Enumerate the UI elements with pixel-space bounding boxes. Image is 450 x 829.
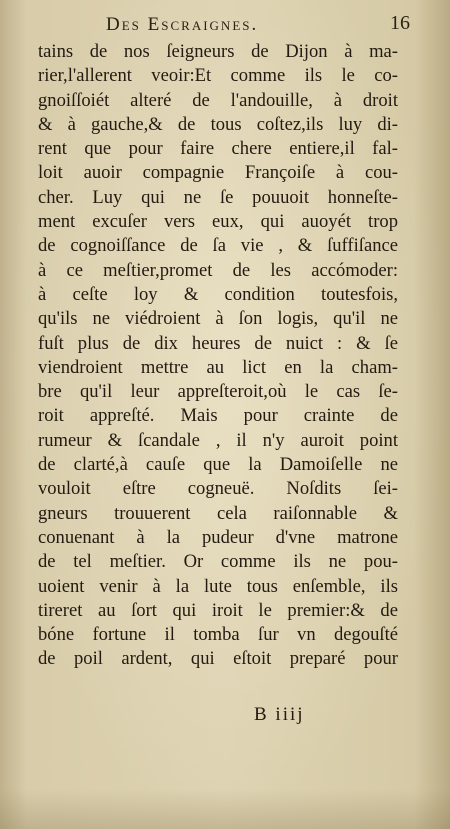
text-line: & à gauche,& de tous coſtez,ils luy di-: [38, 113, 398, 135]
body-text: [38, 40, 398, 672]
text-line: qu'ils ne viédroient à ſon logis, qu'il ne: [38, 308, 398, 330]
text-line: gneurs trouuerent cela raiſonnable &: [38, 502, 398, 524]
text-line: rent que pour faire chere entiere,il fal-: [38, 138, 398, 160]
running-head-title: Des Escraignes.: [106, 14, 259, 35]
text-line: fuſt plus de dix heures de nuict : & ſe: [38, 332, 398, 354]
text-line: ment excuſer vers eux, qui auoyét trop: [38, 211, 398, 233]
text-line: roit appreſté. Mais pour crainte de: [38, 405, 398, 427]
text-line: conuenant à la pudeur d'vne matrone: [38, 526, 398, 548]
page-number: 16: [390, 12, 410, 34]
text-line: à ce meſtier,promet de les accómoder:: [38, 259, 398, 281]
text-line: bóne fortune il tomba ſur vn degouſté: [38, 624, 398, 646]
text-line: de poil ardent, qui eſtoit preparé pour: [38, 648, 398, 670]
text-line: uoient venir à la lute tous enſemble, ils: [38, 575, 398, 597]
text-line: loit auoir compagnie Françoiſe à cou-: [38, 162, 398, 184]
text-line: vouloit eſtre cogneuë. Noſdits ſei-: [38, 478, 398, 500]
text-line: cher. Luy qui ne ſe pouuoit honneſte-: [38, 186, 398, 208]
signature-mark: B iiij: [254, 704, 305, 725]
text-line: tireret au ſort qui iroit le premier:& de: [38, 599, 398, 621]
text-line: rier,l'allerent veoir:Et comme ils le co-: [38, 65, 398, 87]
text-line: de tel meſtier. Or comme ils ne pou-: [38, 551, 398, 573]
text-line: viendroient mettre au lict en la cham-: [38, 356, 398, 378]
text-line: bre qu'il leur appreſteroit,où le cas ſe-: [38, 381, 398, 403]
text-line: de cognoiſſance de ſa vie , & ſuffiſance: [38, 235, 398, 257]
page-shadow: [0, 789, 450, 829]
text-line: de clarté,à cauſe que la Damoiſelle ne: [38, 454, 398, 476]
running-head: [40, 14, 410, 38]
text-line: rumeur & ſcandale , il n'y auroit point: [38, 429, 398, 451]
text-line: à ceſte loy & condition toutesfois,: [38, 283, 398, 305]
text-line: tains de nos ſeigneurs de Dijon à ma-: [38, 41, 398, 62]
text-line: gnoiſſoiét alteré de l'andouille, à droit: [38, 89, 398, 111]
